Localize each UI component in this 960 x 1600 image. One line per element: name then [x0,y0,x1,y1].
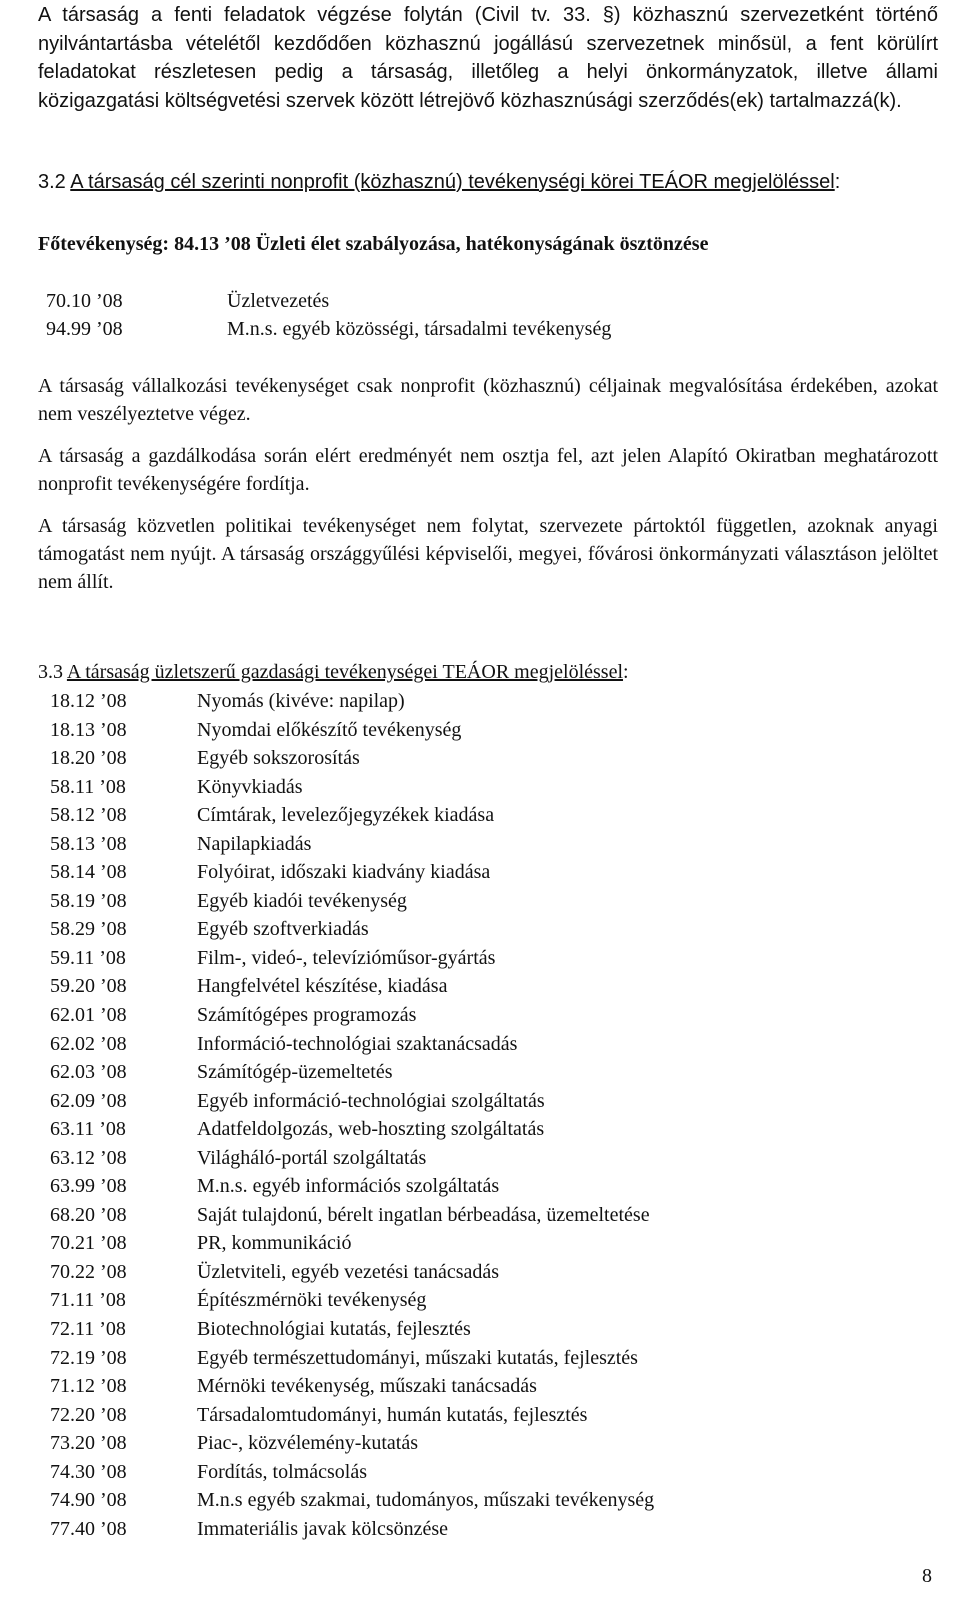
section-3-2-colon: : [834,171,841,193]
activity-desc: Immateriális javak kölcsönzése [197,1517,449,1540]
activity-code: 70.21 ’08 [50,1232,127,1255]
activity-desc: Mérnöki tevékenység, műszaki tanácsadás [197,1375,537,1398]
main-activity: Főtevékenység: 84.13 ’08 Üzleti élet szabályozása, hatékonyságának ösztönzése [38,233,709,255]
activity-desc: Üzletvezetés [227,290,330,312]
activity-code: 58.29 ’08 [50,918,127,941]
intro-paragraph: A társaság a fenti feladatok végzése folytán (Civil tv. 33. §) közhasznú szervezetként történő nyilvántartásba vételétől kezdődően közhasznú jogállású szervezetnek minősül, a fent körülírt feladatokat részletesen pedig a társaság, illetőleg a helyi önkormányzatok, illetve állami közigazgatási költségvetési szervek között létrejövő közhasznúsági szerződés(ek) tartalmazzá(k). [38,4,938,113]
section-3-2-heading [38,168,840,196]
activity-code: 77.40 ’08 [50,1517,127,1540]
section-3-3-title: A társaság üzletszerű gazdasági tevékenységei TEÁOR megjelöléssel [66,661,624,683]
paragraph-business-activity: A társaság vállalkozási tevékenységet csak nonprofit (közhasznú) céljainak megvalósítása érdekében, azokat nem veszélyeztetve végez. [38,375,938,425]
activity-desc: Saját tulajdonú, bérelt ingatlan bérbeadása, üzemeltetése [197,1203,650,1226]
activity-desc: Számítógépes programozás [197,1004,417,1027]
activity-desc: Folyóirat, időszaki kiadvány kiadása [197,861,491,884]
activity-code: 18.13 ’08 [50,718,127,741]
activity-desc: PR, kommunikáció [197,1232,352,1255]
activity-code: 72.11 ’08 [50,1318,126,1341]
activity-desc: Információ-technológiai szaktanácsadás [197,1032,518,1055]
activity-desc: Nyomás (kivéve: napilap) [197,690,405,712]
activity-desc: Címtárak, levelezőjegyzékek kiadása [197,804,495,827]
activity-desc: Biotechnológiai kutatás, fejlesztés [197,1318,471,1341]
activity-desc: M.n.s egyéb szakmai, tudományos, műszaki tevékenység [197,1489,655,1512]
activity-desc: M.n.s. egyéb közösségi, társadalmi tevékenység [227,318,612,340]
activity-code: 68.20 ’08 [50,1203,127,1226]
section-3-3-heading [38,658,629,686]
activity-desc: Egyéb természettudományi, műszaki kutatás, fejlesztés [197,1346,638,1369]
activity-desc: Építészmérnöki tevékenység [197,1289,427,1312]
activity-desc: Napilapkiadás [197,832,312,855]
activity-desc: Egyéb sokszorosítás [197,747,360,770]
activity-code: 70.22 ’08 [50,1260,127,1283]
activity-code: 70.10 ’08 [46,290,123,312]
section-3-2-title: A társaság cél szerinti nonprofit (közhasznú) tevékenységi körei TEÁOR megjelöléssel [70,171,835,193]
activity-code: 58.11 ’08 [50,775,126,798]
activity-code: 62.02 ’08 [50,1032,127,1055]
activity-code: 58.19 ’08 [50,889,127,912]
activity-desc: Nyomdai előkészítő tevékenység [197,718,462,741]
activity-code: 71.12 ’08 [50,1375,127,1398]
activity-code: 63.99 ’08 [50,1175,127,1198]
activity-desc: Világháló-portál szolgáltatás [197,1146,427,1169]
activity-code: 72.19 ’08 [50,1346,127,1369]
activity-desc: Üzletviteli, egyéb vezetési tanácsadás [197,1260,500,1283]
activity-code: 58.14 ’08 [50,861,127,884]
activity-desc: Számítógép-üzemeltetés [197,1061,393,1084]
activity-code: 58.12 ’08 [50,804,127,827]
activity-desc: Adatfeldolgozás, web-hoszting szolgáltatás [197,1118,545,1141]
activity-desc: Egyéb szoftverkiadás [197,918,369,941]
activity-desc: Egyéb információ-technológiai szolgáltatás [197,1089,545,1112]
activity-code: 63.12 ’08 [50,1146,127,1169]
section-3-2-number: 3.2 [38,171,71,193]
activity-code: 62.03 ’08 [50,1061,127,1084]
activity-code: 59.11 ’08 [50,946,126,969]
activity-desc: Egyéb kiadói tevékenység [197,889,407,912]
activity-code: 59.20 ’08 [50,975,127,998]
activity-code: 18.12 ’08 [50,690,127,712]
section-3-3-colon: : [623,661,629,683]
activity-code: 74.30 ’08 [50,1460,127,1483]
activity-code: 73.20 ’08 [50,1432,127,1455]
activity-desc: Hangfelvétel készítése, kiadása [197,975,448,998]
paragraph-political-activity: A társaság közvetlen politikai tevékenységet nem folytat, szervezete pártoktól független, azoknak anyagi támogatást nem nyújt. A társaság országgyűlési képviselői, megyei, fővárosi önkormányzati választáson jelöltet nem állít. [38,515,938,593]
activity-code: 74.90 ’08 [50,1489,127,1512]
activity-code: 62.09 ’08 [50,1089,127,1112]
activity-code: 94.99 ’08 [46,318,123,340]
activity-code: 18.20 ’08 [50,747,127,770]
activity-code: 63.11 ’08 [50,1118,126,1141]
section-3-3-number: 3.3 [38,661,67,683]
paragraph-profit-use: A társaság a gazdálkodása során elért eredményét nem osztja fel, azt jelen Alapító Okiratban meghatározott nonprofit tevékenységére fordítja. [38,445,938,495]
activity-code: 62.01 ’08 [50,1004,127,1027]
activity-code: 71.11 ’08 [50,1289,126,1312]
activity-desc: Piac-, közvélemény-kutatás [197,1432,419,1455]
activity-desc: Fordítás, tolmácsolás [197,1460,367,1483]
activity-desc: M.n.s. egyéb információs szolgáltatás [197,1175,500,1198]
activity-desc: Társadalomtudományi, humán kutatás, fejlesztés [197,1403,588,1426]
activity-desc: Könyvkiadás [197,775,303,798]
activity-desc: Film-, videó-, televízióműsor-gyártás [197,946,496,969]
activity-code: 58.13 ’08 [50,832,127,855]
activity-code: 72.20 ’08 [50,1403,127,1426]
page-number: 8 [922,1565,932,1587]
